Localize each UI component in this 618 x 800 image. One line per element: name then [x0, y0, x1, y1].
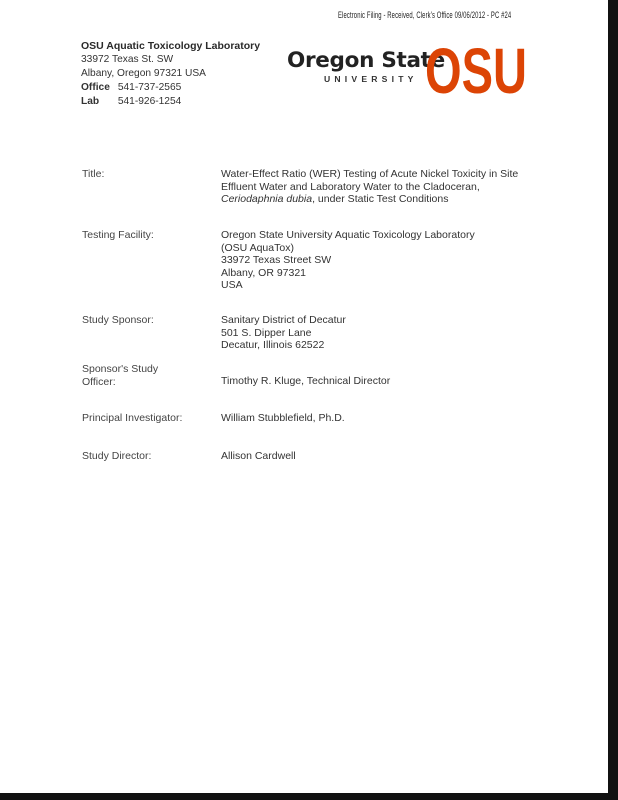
svg-text:OSU: OSU	[425, 35, 527, 107]
sponsor-line-2: 501 S. Dipper Lane	[221, 326, 312, 339]
study-director-label: Study Director:	[82, 450, 152, 462]
title-label: Title:	[82, 168, 105, 180]
sponsor-officer-label	[82, 363, 212, 388]
sponsor-officer-label-line-2: Officer:	[82, 375, 116, 388]
study-director-value	[221, 450, 531, 463]
filing-stamp-text: Electronic Filing - Received, Clerk's Office 09/06/2012 - PC #24	[338, 10, 512, 21]
lab-name: OSU Aquatic Toxicology Laboratory	[81, 40, 261, 52]
logo-university: UNIVERSITY	[324, 74, 418, 84]
title-line-2: Effluent Water and Laboratory Water to the Cladoceran,	[221, 180, 480, 193]
scan-edge-bottom	[0, 793, 618, 800]
study-sponsor-label: Study Sponsor:	[82, 314, 154, 326]
title-line-1: Water-Effect Ratio (WER) Testing of Acute Nickel Toxicity in Site	[221, 168, 519, 180]
investigator-line-1: William Stubblefield, Ph.D.	[221, 412, 345, 424]
lab-address-line1: 33972 Texas St. SW	[81, 54, 174, 65]
osu-letters-logo	[425, 35, 527, 107]
lab-office-row	[81, 81, 260, 95]
species-name: Ceriodaphnia dubia	[221, 193, 313, 205]
facility-line-2: (OSU AquaTox)	[221, 241, 294, 254]
principal-investigator-label: Principal Investigator:	[82, 412, 183, 424]
lab-label: Lab	[81, 96, 100, 107]
office-label: Office	[81, 82, 110, 93]
title-line-3-tail: , under Static Test Conditions	[312, 193, 449, 205]
study-sponsor-value	[221, 314, 531, 352]
lab-address-block	[81, 39, 260, 109]
sponsor-line-1: Sanitary District of Decatur	[221, 314, 346, 326]
lab-lab-row	[81, 95, 260, 109]
officer-line-1: Timothy R. Kluge, Technical Director	[221, 375, 391, 387]
logo-wordmark: Oregon State	[287, 48, 445, 73]
director-line-1: Allison Cardwell	[221, 450, 296, 462]
oregon-state-logo	[287, 35, 527, 107]
sponsor-line-3: Decatur, Illinois 62522	[221, 339, 325, 351]
facility-line-5: USA	[221, 279, 243, 291]
office-phone: 541-737-2565	[117, 82, 182, 93]
facility-line-3: 33972 Texas Street SW	[221, 254, 332, 266]
title-value	[221, 168, 531, 206]
lab-phone: 541-926-1254	[117, 96, 182, 107]
principal-investigator-value	[221, 412, 531, 425]
sponsor-officer-value	[221, 375, 531, 388]
scan-edge-right	[608, 0, 618, 800]
sponsor-officer-label-line-1: Sponsor's Study	[82, 363, 159, 375]
title-line-3	[221, 193, 531, 206]
lab-address-line2: Albany, Oregon 97321 USA	[81, 68, 206, 79]
filing-stamp	[338, 10, 618, 21]
testing-facility-label: Testing Facility:	[82, 229, 154, 241]
testing-facility-value	[221, 229, 531, 292]
facility-line-1: Oregon State University Aquatic Toxicology Laboratory	[221, 229, 475, 241]
facility-line-4: Albany, OR 97321	[221, 266, 307, 279]
